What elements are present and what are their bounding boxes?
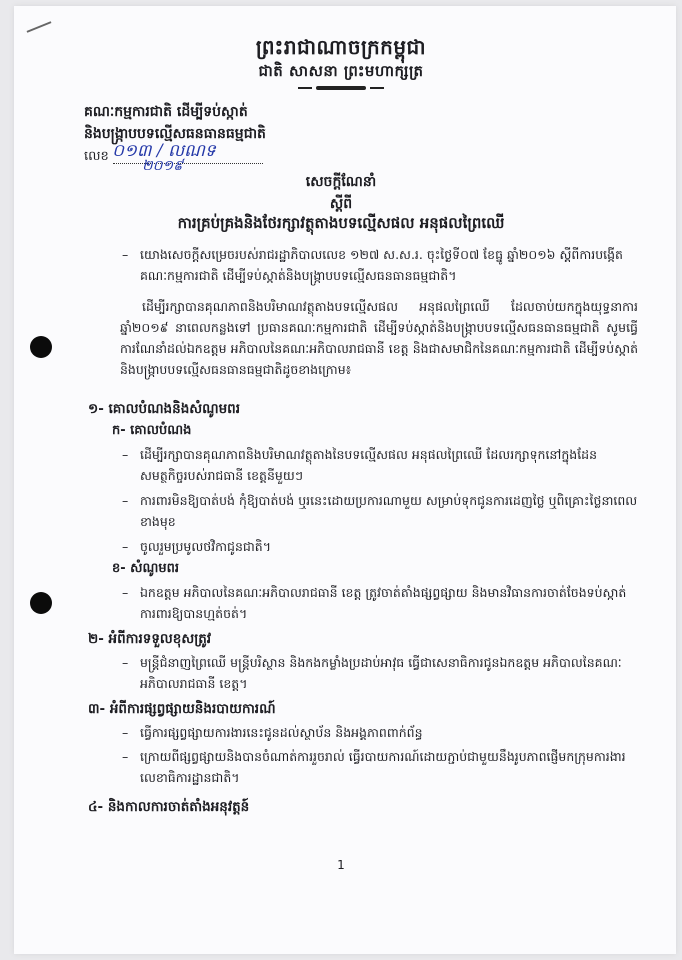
section-1b-heading: ខ- សំណូមពរ <box>112 561 180 576</box>
bullet-dash: – <box>122 655 129 670</box>
section-2-item-1-text: មន្ត្រីជំនាញព្រៃឈើ មន្ត្រីបរិស្ថាន និងកងកម្លាំងប្រដាប់អាវុធ ធ្វើជាសេនាធិការជូនឯកឧត្ដម អភិបាលនៃគណៈអភិបាលរាជធានី ខេត្ត។ <box>140 655 622 691</box>
section-1a-heading: ក- គោលបំណង <box>112 423 192 438</box>
bullet-dash: – <box>122 247 129 262</box>
section-3-item-1-text: ធ្វើការផ្សព្វផ្សាយការងារនេះជូនដល់ស្ថាប័ន និងអង្គភាពពាក់ព័ន្ធ <box>140 725 423 740</box>
section-1a-item-2-text: ការពារមិនឱ្យបាត់បង់ កុំឱ្យបាត់បង់ ឬរនេះដោយប្រការណាមួយ សម្រាប់ទុកជូនការដេញថ្លៃ ឬពិគ្រោះថ្លៃនាពេលខាងមុខ <box>140 493 638 529</box>
section-1b-item-1-text: ឯកឧត្ដម អភិបាលនៃគណៈអភិបាលរាជធានី ខេត្ត ត្រូវចាត់តាំងផ្សព្វផ្សាយ និងមានវិធានការចាត់ចែងទប់ស្កាត់ ការពារឱ្យបានហ្មត់ចត់។ <box>140 585 627 621</box>
intro-reference <box>122 244 636 286</box>
kingdom-title: ព្រះរាជាណាចក្រកម្ពុជា <box>255 35 427 59</box>
page-number: 1 <box>337 858 345 872</box>
bullet-dash: – <box>122 725 129 740</box>
section-1a-item-1 <box>122 444 638 486</box>
reference-number: ០១៣ / លណទ <box>112 141 216 161</box>
bullet-dash: – <box>122 585 129 600</box>
section-1b-item-1 <box>122 582 638 624</box>
section-1-heading: ១- គោលបំណងនិងសំណូមពរ <box>88 401 241 417</box>
bullet-dash: – <box>122 539 129 554</box>
issuer-line2: និងបង្ក្រាបបទល្មើសធនធានធម្មជាតិ <box>84 126 266 142</box>
bullet-dash: – <box>122 749 129 764</box>
section-1a-item-3 <box>122 536 638 557</box>
intro-reference-text: យោងសេចក្ដីសម្រេចរបស់រាជរដ្ឋាភិបាលលេខ ១២៧ ស.ស.រ. ចុះថ្ងៃទី០៧ ខែធ្នូ ឆ្នាំ២០១៦ ស្ដីពីការបង្កើតគណៈកម្មការជាតិ ដើម្បីទប់ស្កាត់និងបង្ក្រាបបទល្មើសធនធានធម្មជាតិ។ <box>140 247 623 283</box>
punch-hole-bottom <box>30 592 52 614</box>
reference-label: លេខ <box>84 149 109 164</box>
issuer-line1: គណៈកម្មការជាតិ ដើម្បីទប់ស្កាត់ <box>84 104 248 120</box>
punch-hole-top <box>30 336 52 358</box>
reference-year: ២០១៩ <box>142 158 184 174</box>
section-4-heading: ៤- និងកាលការចាត់តាំងអនុវត្តន៍ <box>88 799 250 815</box>
bullet-dash: – <box>122 493 129 508</box>
section-2-item-1 <box>122 652 638 694</box>
section-1a-item-2 <box>122 490 638 532</box>
section-3-item-2 <box>122 746 638 788</box>
section-1a-item-3-text: ចូលរួមប្រមូលថវិកាជូនជាតិ។ <box>140 539 271 554</box>
doc-type: សេចក្ដីណែនាំ <box>305 174 377 190</box>
section-3-item-2-text: ក្រោយពីផ្សព្វផ្សាយនិងបានចំណាត់ការរួចរាល់ ធ្វើរបាយការណ៍ដោយភ្ជាប់ជាមួយនឹងរូបភាពផ្ញើមកក្រុមការងារលេខាធិការដ្ឋានជាតិ។ <box>140 749 626 785</box>
section-3-item-1 <box>122 722 638 743</box>
section-3-heading: ៣- អំពីការផ្សព្វផ្សាយនិងរបាយការណ៍ <box>88 701 276 717</box>
doc-subject: ការគ្រប់គ្រងនិងថែរក្សាវត្ថុតាងបទល្មើសផល អនុផលព្រៃឈើ <box>177 214 505 232</box>
section-1a-item-1-text: ដើម្បីរក្សាបានគុណភាពនិងបរិមាណវត្ថុតាងនៃបទល្មើសផល អនុផលព្រៃឈើ ដែលរក្សាទុកនៅក្នុងដែនសមត្ថកិច្ចរបស់រាជធានី ខេត្តនីមួយៗ <box>140 447 598 483</box>
bullet-dash: – <box>122 447 129 462</box>
section-2-heading: ២- អំពីការទទួលខុសត្រូវ <box>88 631 212 647</box>
doc-about: ស្ដីពី <box>329 196 353 212</box>
intro-paragraph: ដើម្បីរក្សាបានគុណភាពនិងបរិមាណវត្ថុតាងបទល្មើសផល អនុផលព្រៃឈើ ដែលចាប់យកក្នុងយុទ្ធនាការ ឆ្នាំ២០១៩ នាពេលកន្លងទៅ ប្រធានគណៈកម្មការជាតិ ដើម្បីទប់ស្កាត់និងបង្ក្រាបបទល្មើសធនធានធម្មជាតិ សូមធ្វើការណែនាំដល់ឯកឧត្ដម អភិបាលនៃគណៈអភិបាលរាជធានី ខេត្ត និងជាសមាជិកនៃគណៈកម្មការជាតិ ដើម្បីទប់ស្កាត់និងបង្ក្រាបបទល្មើសធនធានធម្មជាតិដូចខាងក្រោម៖ <box>120 299 638 377</box>
national-motto: ជាតិ សាសនា ព្រះមហាក្សត្រ <box>258 62 424 80</box>
header-ornament <box>316 86 366 90</box>
